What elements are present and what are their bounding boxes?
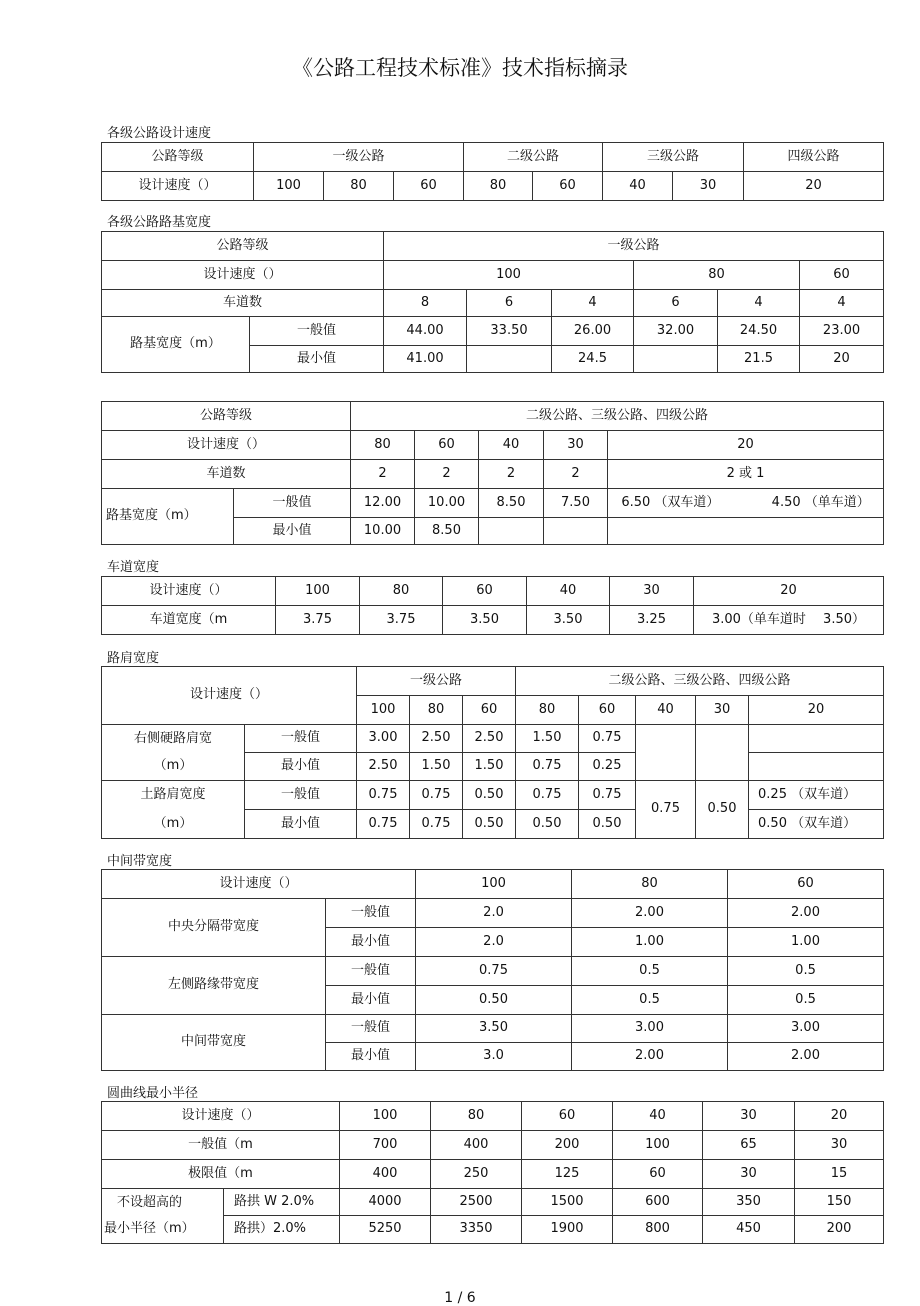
table-cell: 2.00 [728, 1043, 884, 1071]
table-cell: 1.50 [463, 753, 516, 781]
value-single-lane: 4.50 （单车道） [771, 494, 870, 510]
table-row [102, 1160, 884, 1189]
table-row [102, 143, 884, 172]
table-cell: 80 [351, 431, 415, 460]
table-cell: 4000 [340, 1189, 431, 1216]
table-cell: 800 [613, 1216, 703, 1244]
table-cell: 0.50 [416, 986, 572, 1015]
caption-min-radius: 圆曲线最小半径 [107, 1086, 199, 1101]
table-row [102, 870, 884, 899]
label-hard-shoulder-unit: （m） [153, 757, 193, 773]
table-cell: 0.5 [728, 957, 884, 986]
header-cell: 二级公路、三级公路、四级公路 [351, 402, 884, 431]
table-row [102, 577, 884, 606]
table-cell: 2.50 [357, 753, 410, 781]
table-cell: 100 [416, 870, 572, 899]
table-cell: 0.50 （双车道） [749, 810, 884, 839]
row-label: 车道宽度（m [102, 606, 276, 635]
table-cell: 60 [463, 696, 516, 725]
caption-shoulder-width: 路肩宽度 [107, 651, 160, 666]
table-cell: 2.50 [410, 725, 463, 753]
table-row [102, 489, 884, 518]
table-roadbed-width-grade234 [101, 401, 884, 545]
table-cell: 0.75 [410, 781, 463, 810]
row-label: 设计速度（） [102, 431, 351, 460]
table-row [102, 317, 884, 346]
table-cell: 20 [694, 577, 884, 606]
table-row [102, 1189, 884, 1216]
table-cell [749, 753, 884, 781]
table-cell: 2.00 [572, 1043, 728, 1071]
table-cell [696, 725, 749, 781]
table-cell: 0.75 [357, 781, 410, 810]
table-cell: 80 [360, 577, 443, 606]
row-label [102, 781, 245, 839]
table-cell: 60 [728, 870, 884, 899]
table-cell: 0.75 [410, 810, 463, 839]
table-cell: 30 [544, 431, 608, 460]
row-sublabel: 最小值 [326, 1043, 416, 1071]
table-cell: 80 [464, 172, 533, 201]
table-cell [749, 725, 884, 753]
table-row [102, 460, 884, 489]
table-cell: 2.00 [728, 899, 884, 928]
table-cell: 60 [579, 696, 636, 725]
row-label: 路基宽度（m） [102, 489, 234, 545]
table-row [102, 957, 884, 986]
table-cell: 200 [522, 1131, 613, 1160]
table-cell: 1.00 [728, 928, 884, 957]
table-cell: 8.50 [479, 489, 544, 518]
table-cell: 100 [254, 172, 324, 201]
table-cell: 32.00 [634, 317, 718, 346]
table-row [102, 261, 884, 290]
label-soil-shoulder: 土路肩宽度 [140, 787, 206, 803]
table-row [102, 1102, 884, 1131]
table-cell: 200 [795, 1216, 884, 1244]
table-cell: 6 [467, 290, 552, 317]
table-cell [467, 346, 552, 373]
table-cell: 80 [572, 870, 728, 899]
row-sublabel: 一般值 [234, 489, 351, 518]
table-cell [608, 518, 884, 545]
table-cell: 2.0 [416, 928, 572, 957]
table-cell: 20 [800, 346, 884, 373]
table-cell: 3.75 [360, 606, 443, 635]
row-sublabel: 最小值 [326, 928, 416, 957]
table-cell: 0.75 [636, 781, 696, 839]
row-label: 路基宽度（m） [102, 317, 250, 373]
table-cell: 1500 [522, 1189, 613, 1216]
header-cell: 一级公路 [357, 667, 516, 696]
row-sublabel: 最小值 [250, 346, 384, 373]
table-cell: 0.75 [416, 957, 572, 986]
table-row [102, 725, 884, 753]
header-cell: 三级公路 [603, 143, 744, 172]
table-cell: 41.00 [384, 346, 467, 373]
table-cell: 400 [431, 1131, 522, 1160]
table-cell: 125 [522, 1160, 613, 1189]
row-label: 极限值（m [102, 1160, 340, 1189]
header-cell: 四级公路 [744, 143, 884, 172]
table-cell: 60 [533, 172, 603, 201]
table-cell: 3.00（单车道时 3.50） [694, 606, 884, 635]
table-row [102, 172, 884, 201]
table-cell: 40 [636, 696, 696, 725]
table-cell: 33.50 [467, 317, 552, 346]
table-cell: 3.50 [443, 606, 527, 635]
table-cell: 0.50 [463, 810, 516, 839]
table-cell: 0.75 [579, 725, 636, 753]
table-cell: 250 [431, 1160, 522, 1189]
table-cell: 4 [800, 290, 884, 317]
row-sublabel: 一般值 [245, 781, 357, 810]
table-cell: 60 [394, 172, 464, 201]
table-cell: 0.5 [572, 957, 728, 986]
row-sublabel: 路拱）2.0% [224, 1216, 340, 1244]
table-cell: 10.00 [415, 489, 479, 518]
table-cell [608, 489, 884, 518]
table-cell: 400 [340, 1160, 431, 1189]
table-shoulder-width [101, 666, 884, 839]
table-row [102, 402, 884, 431]
table-cell: 8.50 [415, 518, 479, 545]
row-sublabel: 一般值 [326, 899, 416, 928]
table-cell: 100 [384, 261, 634, 290]
row-label: 设计速度（） [102, 577, 276, 606]
table-cell: 2.00 [572, 899, 728, 928]
table-cell: 10.00 [351, 518, 415, 545]
table-cell: 0.25 （双车道） [749, 781, 884, 810]
row-label: 中央分隔带宽度 [102, 899, 326, 957]
caption-roadbed-width: 各级公路路基宽度 [107, 215, 212, 230]
caption-median-width: 中间带宽度 [107, 854, 173, 869]
table-cell: 3.75 [276, 606, 360, 635]
table-row [102, 899, 884, 928]
table-cell: 60 [415, 431, 479, 460]
table-cell: 40 [613, 1102, 703, 1131]
table-cell: 40 [603, 172, 673, 201]
row-label: 设计速度（） [102, 172, 254, 201]
table-cell: 30 [703, 1102, 795, 1131]
row-label [102, 725, 245, 781]
row-sublabel: 一般值 [245, 725, 357, 753]
table-cell: 0.75 [357, 810, 410, 839]
table-cell: 4 [718, 290, 800, 317]
row-label [102, 1189, 224, 1244]
table-cell: 1.50 [410, 753, 463, 781]
row-label: 设计速度（） [102, 870, 416, 899]
row-sublabel: 最小值 [234, 518, 351, 545]
table-cell: 3.25 [610, 606, 694, 635]
table-cell: 30 [696, 696, 749, 725]
table-row [102, 1131, 884, 1160]
table-cell: 3350 [431, 1216, 522, 1244]
table-cell: 4 [552, 290, 634, 317]
table-cell: 40 [527, 577, 610, 606]
table-cell: 0.50 [579, 810, 636, 839]
table-row [102, 1015, 884, 1043]
table-cell: 3.0 [416, 1043, 572, 1071]
table-cell: 0.50 [463, 781, 516, 810]
row-sublabel: 最小值 [245, 753, 357, 781]
caption-design-speed: 各级公路设计速度 [107, 126, 212, 141]
table-cell: 3.00 [728, 1015, 884, 1043]
row-sublabel: 一般值 [250, 317, 384, 346]
table-cell: 60 [522, 1102, 613, 1131]
table-cell: 80 [516, 696, 579, 725]
table-cell: 0.5 [572, 986, 728, 1015]
table-cell: 1.00 [572, 928, 728, 957]
table-cell: 26.00 [552, 317, 634, 346]
table-cell: 150 [795, 1189, 884, 1216]
table-cell: 8 [384, 290, 467, 317]
table-cell: 2 [351, 460, 415, 489]
table-cell: 15 [795, 1160, 884, 1189]
table-cell: 3.00 [572, 1015, 728, 1043]
page-number: 1 / 6 [444, 1290, 476, 1306]
table-roadbed-width-grade1 [101, 231, 884, 373]
table-cell: 2.0 [416, 899, 572, 928]
table-cell: 1900 [522, 1216, 613, 1244]
header-cell: 公路等级 [102, 232, 384, 261]
table-cell: 100 [613, 1131, 703, 1160]
table-cell: 21.5 [718, 346, 800, 373]
table-cell: 12.00 [351, 489, 415, 518]
header-cell: 公路等级 [102, 143, 254, 172]
table-cell: 0.75 [579, 781, 636, 810]
table-cell: 3.50 [527, 606, 610, 635]
table-cell: 30 [673, 172, 744, 201]
table-cell: 65 [703, 1131, 795, 1160]
table-cell: 100 [357, 696, 410, 725]
table-cell: 30 [610, 577, 694, 606]
table-median-width [101, 869, 884, 1071]
row-label: 设计速度（） [102, 1102, 340, 1131]
table-cell: 600 [613, 1189, 703, 1216]
table-cell: 0.75 [516, 781, 579, 810]
row-label: 车道数 [102, 460, 351, 489]
table-cell [544, 518, 608, 545]
table-cell: 0.25 [579, 753, 636, 781]
row-sublabel: 最小值 [326, 986, 416, 1015]
table-cell [634, 346, 718, 373]
table-row [102, 606, 884, 635]
table-cell: 100 [276, 577, 360, 606]
table-cell: 350 [703, 1189, 795, 1216]
table-cell [479, 518, 544, 545]
table-cell: 0.75 [516, 753, 579, 781]
table-cell: 0.50 [516, 810, 579, 839]
table-cell: 80 [634, 261, 800, 290]
table-cell: 2 [415, 460, 479, 489]
header-cell: 公路等级 [102, 402, 351, 431]
table-row [102, 667, 884, 696]
row-sublabel: 路拱 W 2.0% [224, 1189, 340, 1216]
table-cell: 44.00 [384, 317, 467, 346]
table-cell: 24.5 [552, 346, 634, 373]
table-cell: 80 [431, 1102, 522, 1131]
table-cell: 100 [340, 1102, 431, 1131]
row-label: 车道数 [102, 290, 384, 317]
table-cell: 2 或 1 [608, 460, 884, 489]
row-sublabel: 最小值 [245, 810, 357, 839]
row-label: 设计速度（） [102, 261, 384, 290]
table-cell: 20 [795, 1102, 884, 1131]
table-cell: 5250 [340, 1216, 431, 1244]
table-cell: 2.50 [463, 725, 516, 753]
table-row [102, 781, 884, 810]
table-cell: 3.50 [416, 1015, 572, 1043]
table-cell: 80 [324, 172, 394, 201]
table-cell: 30 [703, 1160, 795, 1189]
label-soil-shoulder-unit: （m） [153, 815, 193, 831]
table-row [102, 431, 884, 460]
table-cell: 700 [340, 1131, 431, 1160]
table-cell [636, 725, 696, 781]
table-design-speed [101, 142, 884, 201]
table-cell: 60 [800, 261, 884, 290]
row-sublabel: 一般值 [326, 1015, 416, 1043]
table-cell: 3.00 [357, 725, 410, 753]
value-two-lane: 6.50 （双车道） [621, 494, 720, 510]
row-label: 中间带宽度 [102, 1015, 326, 1071]
table-cell: 30 [795, 1131, 884, 1160]
table-cell: 6 [634, 290, 718, 317]
table-row [102, 232, 884, 261]
table-min-radius [101, 1101, 884, 1244]
table-cell: 60 [443, 577, 527, 606]
table-cell: 20 [744, 172, 884, 201]
table-cell: 7.50 [544, 489, 608, 518]
table-cell: 450 [703, 1216, 795, 1244]
table-cell: 2500 [431, 1189, 522, 1216]
table-lane-width [101, 576, 884, 635]
header-cell: 二级公路 [464, 143, 603, 172]
table-cell: 40 [479, 431, 544, 460]
row-label: 左侧路缘带宽度 [102, 957, 326, 1015]
table-cell: 1.50 [516, 725, 579, 753]
table-cell: 2 [544, 460, 608, 489]
row-label: 一般值（m [102, 1131, 340, 1160]
table-row [102, 290, 884, 317]
row-sublabel: 一般值 [326, 957, 416, 986]
table-cell: 80 [410, 696, 463, 725]
table-cell: 20 [608, 431, 884, 460]
table-cell: 60 [613, 1160, 703, 1189]
label-hard-shoulder: 右侧硬路肩宽 [133, 731, 212, 747]
header-cell: 一级公路 [384, 232, 884, 261]
page-title: 《公路工程技术标准》技术指标摘录 [292, 56, 628, 80]
label-min-radius: 最小半径（m） [104, 1220, 195, 1236]
row-label: 设计速度（） [102, 667, 357, 725]
table-cell: 0.5 [728, 986, 884, 1015]
table-cell: 0.50 [696, 781, 749, 839]
table-cell: 23.00 [800, 317, 884, 346]
caption-lane-width: 车道宽度 [107, 560, 160, 575]
label-no-superelevation: 不设超高的 [117, 1195, 183, 1211]
table-cell: 24.50 [718, 317, 800, 346]
header-cell: 二级公路、三级公路、四级公路 [516, 667, 884, 696]
header-cell: 一级公路 [254, 143, 464, 172]
table-cell: 20 [749, 696, 884, 725]
table-cell: 2 [479, 460, 544, 489]
